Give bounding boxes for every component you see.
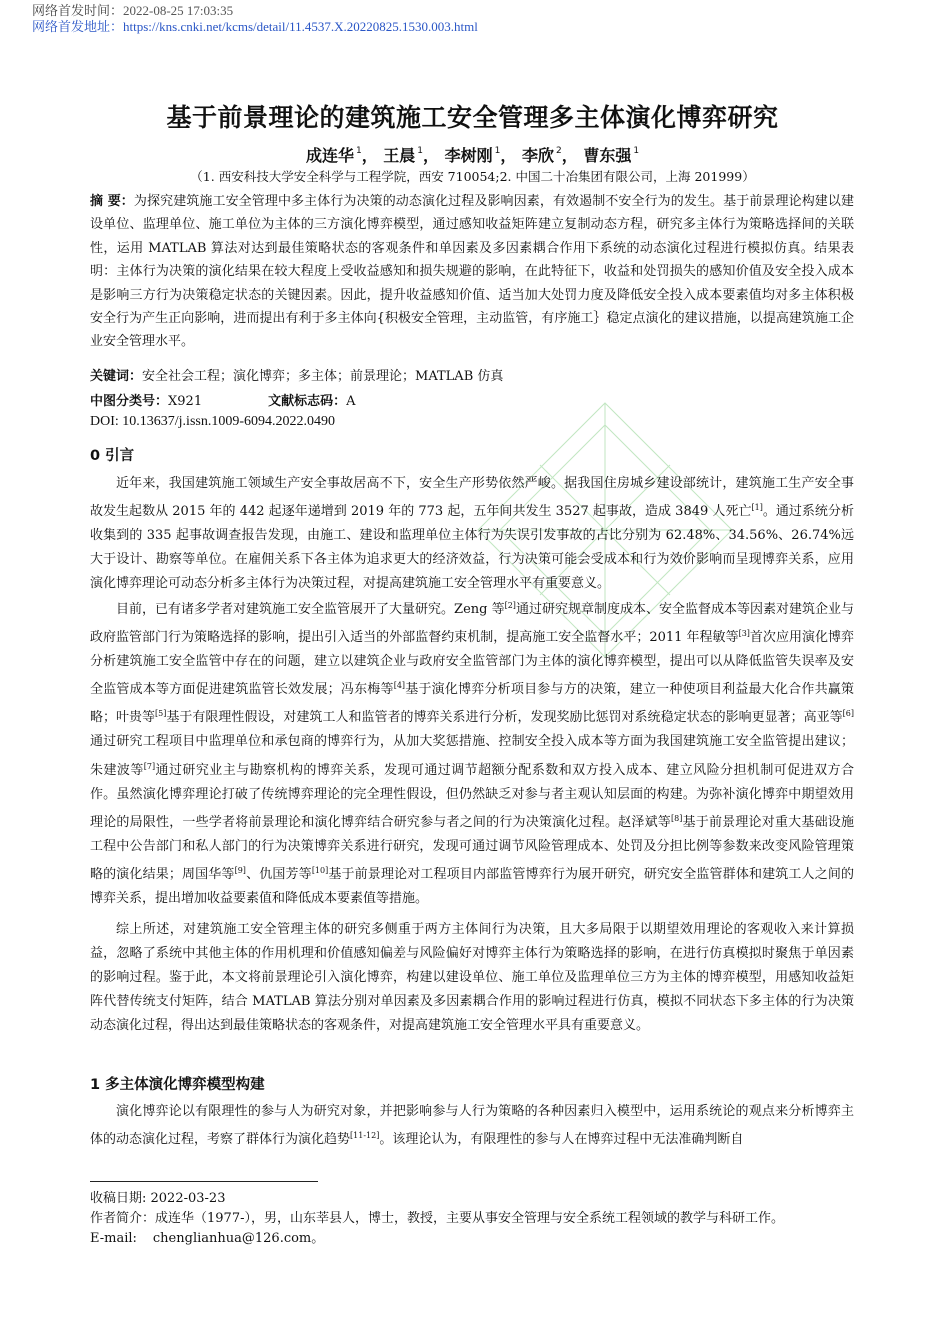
body-paragraph xyxy=(90,1100,854,1152)
paragraph-text: 近年来，我国建筑施工领域生产安全事故居高不下，安全生产形势依然严峻。据我国住房城乡建设部统计，建筑施工生产安全事故发生起数从 2015 年的 442 起逐年递增到 2019 年的 773 起，五年间共发生 3527 起事故，造成 3849 人死亡 xyxy=(90,476,854,520)
paragraph-text: 基于演化博弈分析项目参与方的决策，建立一种使项目利益最大化合作共赢策略；叶贵等 xyxy=(90,682,854,726)
author-affiliation-mark: 2 xyxy=(555,146,562,156)
body-paragraph xyxy=(90,594,854,911)
classification-line xyxy=(90,390,854,413)
keywords-label: 关键词： xyxy=(90,369,143,384)
citation-ref[interactable]: [6] xyxy=(842,709,854,719)
author-separator: ， xyxy=(500,146,517,165)
citation-ref[interactable]: [11-12] xyxy=(350,1131,380,1141)
keywords xyxy=(90,365,854,388)
author-name: 成连华 xyxy=(305,146,354,165)
publication-meta xyxy=(32,3,478,35)
clc-label: 中图分类号： xyxy=(90,394,169,409)
author-list xyxy=(0,143,945,166)
publish-time-value: 2022-08-25 17:03:35 xyxy=(123,3,234,18)
clc-value: X921 xyxy=(168,394,203,409)
paragraph-text: 基于有限理性假设，对建筑工人和监管者的博弈关系进行分析，发现奖励比惩罚对系统稳定状态的影响更显著；高亚等 xyxy=(166,710,843,726)
paragraph-text: 基于前景理论对重大基础设施工程中公告部门和私人部门的行为决策博弈关系进行研究，发现可通过调节风险管理成本、处罚及分担比例等参数来改变风险管理策略的演化结果；周国华等 xyxy=(90,814,854,882)
keywords-text: 安全社会工程；演化博弈；多主体；前景理论；MATLAB 仿真 xyxy=(142,369,504,384)
paragraph-text: 通过研究工程项目中监理单位和承包商的博弈行为，从加大奖惩措施、控制安全投入成本等方面为我国建筑施工安全监管提出建议；朱建波等 xyxy=(90,734,854,778)
citation-ref[interactable]: [8] xyxy=(670,813,683,823)
author-separator: ， xyxy=(423,146,440,165)
abstract-label: 摘 要： xyxy=(90,194,134,209)
citation-ref[interactable]: [3] xyxy=(738,629,750,639)
author-affiliation-mark: 1 xyxy=(494,146,501,156)
abstract-text: 为探究建筑施工安全管理中多主体行为决策的动态演化过程及影响因素，有效遏制不安全行为的发生。基于前景理论构建以建设单位、监理单位、施工单位为主体的三方演化博弈模型，通过感知收益矩阵建立复制动态方程，研究多主体行为策略选择间的关联性，运用 MATLAB 算法对达到最佳策略状态的客观条件和单因素及多因素耦合作用下系统的动态演化过程进行模拟仿真。结果表明：主体行为决策的演化结果在较大程度上受收益感知和损失规避的影响，在此特征下，收益和处罚损失的感知价值及安全投入成本是影响三方行为决策稳定状态的关键因素。因此，提升收益感知价值、适当加大处罚力度及降低安全投入成本要素值均对多主体积极安全行为产生正向影响，进而提出有利于多主体向{积极安全管理，主动监管，有序施工｝稳定点演化的建议措施，以提高建筑施工企业安全管理水平。 xyxy=(90,194,854,350)
author-affiliation-mark: 1 xyxy=(355,146,362,156)
email-address[interactable]: chenglianhua@126.com。 xyxy=(152,1231,325,1246)
publish-address-label: 网络首发地址： xyxy=(32,19,124,34)
publish-address-line xyxy=(32,19,478,35)
author-name: 王晨 xyxy=(383,146,416,165)
paragraph-text: 通过研究业主与勘察机构的博弈关系，发现可通过调节超额分配系数和双方投入成本、建立风险分担机制可促进双方合作。虽然演化博弈理论打破了传统博弈理论的完全理性假设，但仍然缺乏对参与者主观认知层面的构建。为弥补演化博弈中期望效用理论的局限性，一些学者将前景理论和演化博弈结合研究参与者之间的行为决策演化过程。赵泽斌等 xyxy=(90,762,854,830)
affiliations: （1. 西安科技大学安全科学与工程学院，西安 710054;2. 中国二十冶集团有限公司，上海 201999） xyxy=(190,169,755,184)
citation-ref[interactable]: [9] xyxy=(234,865,246,875)
citation-ref[interactable]: [7] xyxy=(143,761,156,771)
author-affiliation-mark: 1 xyxy=(417,146,424,156)
author-name: 李欣 xyxy=(521,146,554,165)
publish-time-label: 网络首发时间： xyxy=(32,3,124,18)
paragraph-text: 目前，已有诸多学者对建筑施工安全监管展开了大量研究。Zeng 等 xyxy=(116,602,505,617)
footnote-received-date: 收稿日期: 2022-03-23 xyxy=(90,1191,226,1206)
doi[interactable]: DOI: 10.13637/j.issn.1009-6094.2022.0490 xyxy=(90,414,335,429)
paragraph-text: 首次应用演化博弈分析建筑施工安全监管中存在的问题，建立以建筑企业与政府安全监管部门为主体的演化博弈模型，提出可以从降低监管失误率及安全监管成本等方面促进建筑监管长效发展；冯东梅等 xyxy=(90,630,854,698)
citation-ref[interactable]: [10] xyxy=(311,865,329,875)
abstract xyxy=(90,190,854,354)
author-name: 李树刚 xyxy=(444,146,493,165)
author-separator: ， xyxy=(561,146,578,165)
paragraph-text: 通过研究规章制度成本、安全监督成本等因素对建筑企业与政府监管部门行为策略选择的影响，提出引入适当的外部监督约束机制，提高施工安全监督水平；2011 年程敏等 xyxy=(90,602,854,646)
citation-ref[interactable]: [4] xyxy=(393,681,406,691)
section-heading-model: 1 多主体演化博弈模型构建 xyxy=(90,1077,265,1093)
body-paragraph xyxy=(90,472,854,596)
paper-title: 基于前景理论的建筑施工安全管理多主体演化博弈研究 xyxy=(166,103,779,132)
paragraph-text: 综上所述，对建筑施工安全管理主体的研究多侧重于两方主体间行为决策，且大多局限于以期望效用理论的客观收入来计算损益，忽略了系统中其他主体的作用机理和价值感知偏差与风险偏好对博弈主体行为策略选择的影响，在进行仿真模拟时聚焦于单因素的影响过程。鉴于此，本文将前景理论引入演化博弈，构建以建设单位、施工单位及监理单位三方为主体的博弈模型，用感知收益矩阵代替传统支付矩阵，结合 MATLAB 算法分别对单因素及多因素耦合作用的影响过程进行仿真，模拟不同状态下多主体的行为决策动态演化过程，得出达到最佳策略状态的客观条件，对提高建筑施工安全管理水平具有重要意义。 xyxy=(90,922,854,1034)
doc-code-label: 文献标志码： xyxy=(268,394,347,409)
citation-ref[interactable]: [2] xyxy=(504,601,516,610)
footnote-divider xyxy=(90,1181,318,1182)
doc-code-value: A xyxy=(346,394,356,409)
paragraph-text: 。该理论认为，有限理性的参与人在博弈过程中无法准确判断自 xyxy=(379,1132,744,1148)
publish-address-link[interactable]: https://kns.cnki.net/kcms/detail/11.4537.X.20220825.1530.003.html xyxy=(123,19,478,34)
footnote-author-bio: 作者简介：成连华（1977-），男，山东莘县人，博士，教授，主要从事安全管理与安全系统工程领域的教学与科研工作。 xyxy=(90,1211,784,1226)
citation-ref[interactable]: [1] xyxy=(751,503,763,513)
paragraph-text: 演化博弈论以有限理性的参与人为研究对象，并把影响参与人行为策略的各种因素归入模型中，运用系统论的观点来分析博弈主体的动态演化过程，考察了群体行为演化趋势 xyxy=(90,1104,854,1148)
paragraph-text: 。通过系统分析收集到的 335 起事故调查报告发现，由施工、建设和监理单位主体行为失误引发事故的占比分别为 62.48%、34.56%、26.74%远大于设计、勘察等单位。在雇佣关系下各主体为追求更大的经济效益，行为决策可能会受成本和行为效价影响而呈现博弈关系，应用演化博弈理论可动态分析多主体行为决策过程，对提高建筑施工安全管理水平有重要意义。 xyxy=(90,504,854,592)
email-label: E-mail: xyxy=(90,1231,137,1246)
citation-ref[interactable]: [5] xyxy=(155,709,167,719)
author-affiliation-mark: 1 xyxy=(633,146,640,156)
paragraph-text: 基于前景理论对工程项目内部监管博弈行为展开研究，研究安全监管群体和建筑工人之间的博弈关系，提出增加收益要素值和降低成本要素值等措施。 xyxy=(90,866,854,907)
body-paragraph xyxy=(90,918,854,1038)
author-name: 曹东强 xyxy=(583,146,632,165)
footnote-email xyxy=(90,1230,324,1248)
author-separator: ， xyxy=(361,146,378,165)
section-heading-introduction: 0 引言 xyxy=(90,448,135,464)
publish-time-line xyxy=(32,3,478,19)
paragraph-text: 、仇国芳等 xyxy=(245,866,312,882)
